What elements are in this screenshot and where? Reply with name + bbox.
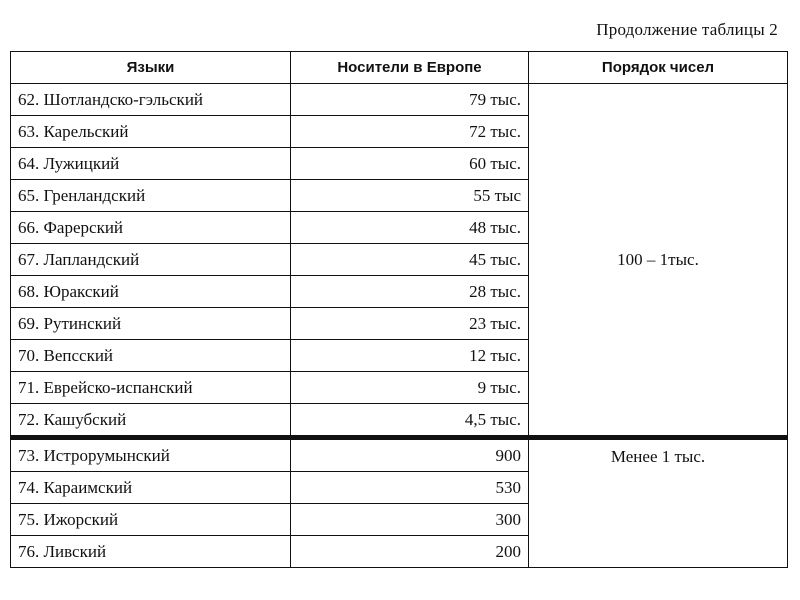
language-cell: 67. Лапландский — [11, 244, 291, 276]
language-cell: 74. Караимский — [11, 472, 291, 504]
speakers-cell: 45 тыс. — [291, 244, 529, 276]
language-cell: 62. Шотландско-гэльский — [11, 84, 291, 116]
language-cell: 68. Юракский — [11, 276, 291, 308]
speakers-cell: 60 тыс. — [291, 148, 529, 180]
header-row — [11, 52, 788, 84]
language-cell: 63. Карельский — [11, 116, 291, 148]
table-row — [11, 438, 788, 472]
speakers-cell: 530 — [291, 472, 529, 504]
language-cell: 65. Гренландский — [11, 180, 291, 212]
table-header — [11, 52, 788, 84]
speakers-cell: 300 — [291, 504, 529, 536]
order-cell-group1: 100 – 1тыс. — [529, 84, 788, 438]
speakers-cell: 23 тыс. — [291, 308, 529, 340]
speakers-cell: 4,5 тыс. — [291, 404, 529, 438]
header-languages: Языки — [11, 52, 291, 84]
speakers-cell: 79 тыс. — [291, 84, 529, 116]
speakers-cell: 48 тыс. — [291, 212, 529, 244]
language-cell: 75. Ижорский — [11, 504, 291, 536]
speakers-cell: 12 тыс. — [291, 340, 529, 372]
languages-table — [10, 51, 788, 568]
language-cell: 66. Фарерский — [11, 212, 291, 244]
table-row — [11, 84, 788, 116]
language-cell: 71. Еврейско-испанский — [11, 372, 291, 404]
table-caption: Продолжение таблицы 2 — [596, 20, 778, 39]
speakers-cell: 72 тыс. — [291, 116, 529, 148]
language-cell: 70. Вепсский — [11, 340, 291, 372]
speakers-cell: 28 тыс. — [291, 276, 529, 308]
order-cell-group2: Менее 1 тыс. — [529, 438, 788, 568]
speakers-cell: 9 тыс. — [291, 372, 529, 404]
table-body — [11, 84, 788, 568]
header-order: Порядок чисел — [529, 52, 788, 84]
speakers-cell: 900 — [291, 438, 529, 472]
header-speakers: Носители в Европе — [291, 52, 529, 84]
speakers-cell: 55 тыс — [291, 180, 529, 212]
language-cell: 64. Лужицкий — [11, 148, 291, 180]
language-cell: 73. Истрорумынский — [11, 438, 291, 472]
speakers-cell: 200 — [291, 536, 529, 568]
language-cell: 69. Рутинский — [11, 308, 291, 340]
language-cell: 76. Ливский — [11, 536, 291, 568]
language-cell: 72. Кашубский — [11, 404, 291, 438]
